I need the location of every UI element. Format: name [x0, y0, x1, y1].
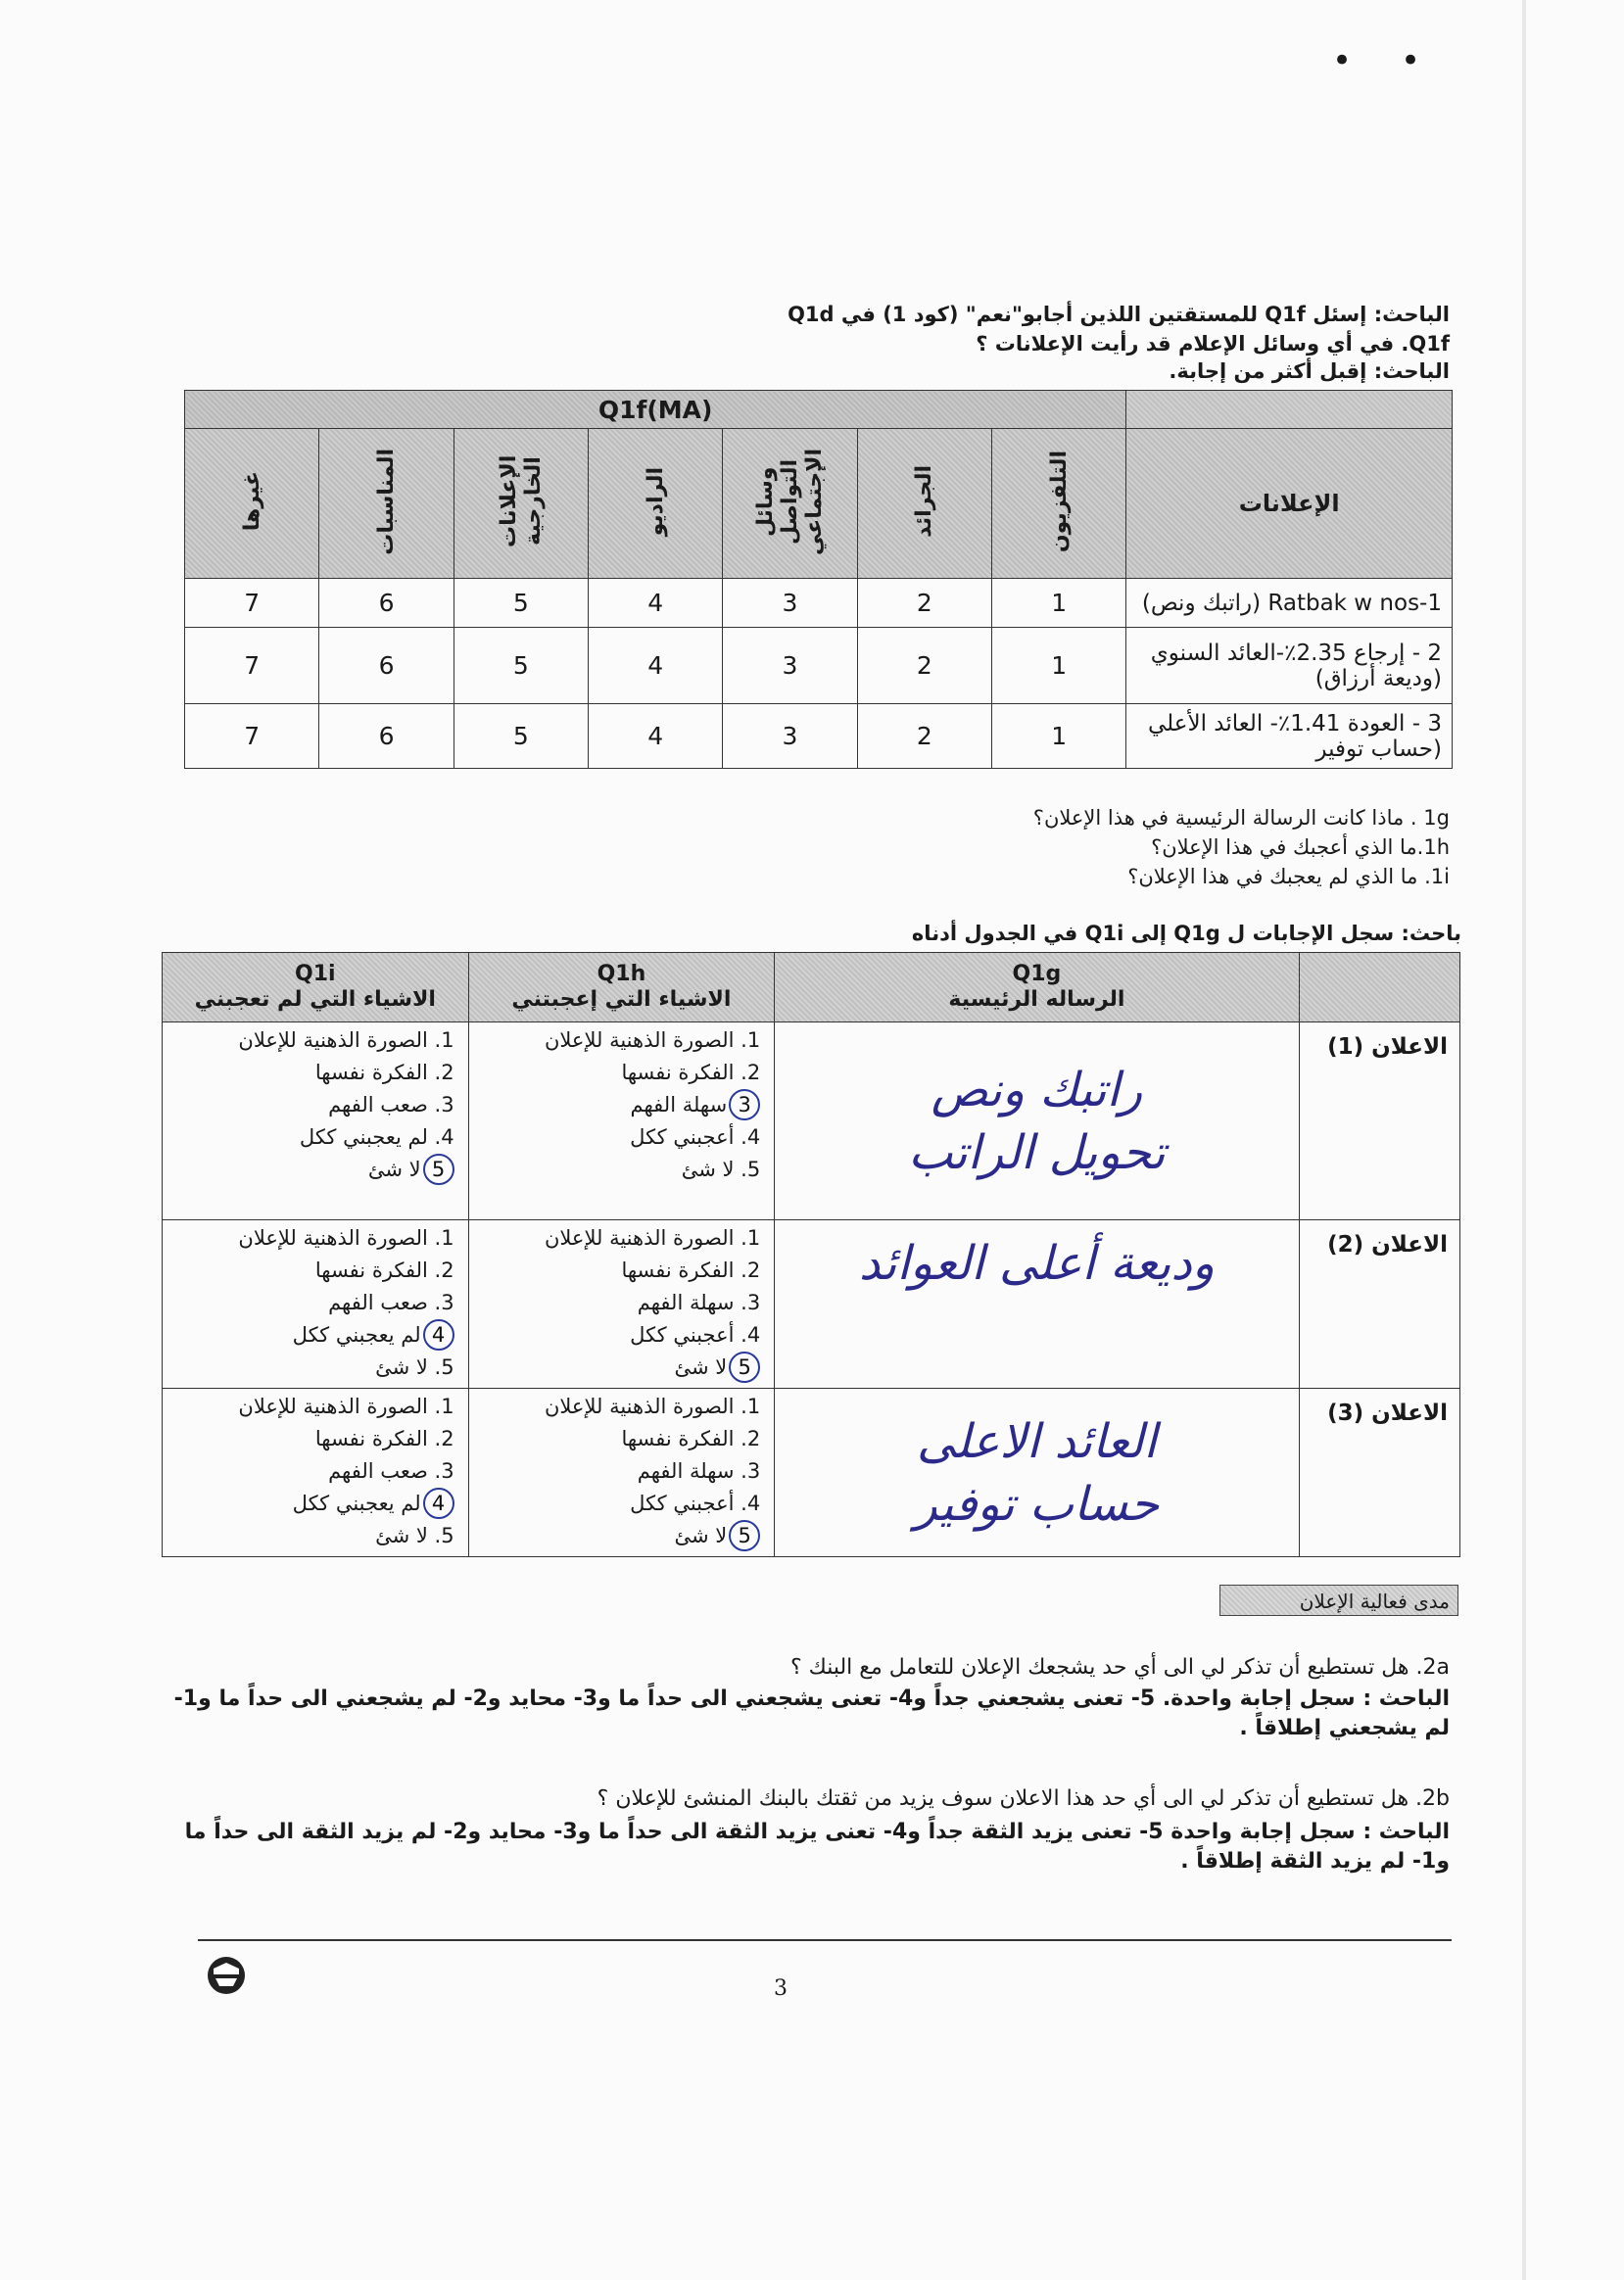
col-other: غيرها — [185, 429, 319, 579]
option-circled[interactable]: 4لم يعجبني ككل — [163, 1488, 454, 1520]
q1i-options — [163, 1022, 469, 1220]
footer-divider — [198, 1939, 1452, 1941]
question-1g: 1g . ماذا كانت الرسالة الرئيسية في هذا الإعلان؟ — [1032, 806, 1450, 830]
row-label: 3 - العودة 1.41٪- العائد الأعلي (حساب توفير — [1126, 704, 1453, 769]
cell-code[interactable]: 7 — [185, 704, 319, 769]
q1i-header: Q1i الاشياء التي لم تعجبني — [163, 953, 469, 1022]
col-radio: الراديو — [589, 429, 723, 579]
q1f-question: Q1f. في أي وسائل الإعلام قد رأيت الإعلانات ؟ — [976, 332, 1450, 356]
q2a-instruction: الباحث : سجل إجابة واحدة. 5- تعنى يشجعني جداً و4- تعنى يشجعني الى حداً ما و3- محايد و2- لم يشجعني الى حداً ما و1- لم يشجعني إطلاقاً . — [173, 1686, 1450, 1740]
cell-code[interactable]: 4 — [589, 628, 723, 704]
cell-code[interactable]: 6 — [319, 704, 454, 769]
table2-instruction: باحث: سجل الإجابات ل Q1g إلى Q1i في الجدول أدناه — [911, 922, 1461, 945]
option[interactable]: 3. صعب الفهم — [328, 1459, 454, 1483]
company-logo-icon — [206, 1955, 247, 1996]
option[interactable]: 2. الفكرة نفسها — [314, 1061, 454, 1084]
table-row — [185, 579, 1453, 628]
option[interactable]: 2. الفكرة نفسها — [314, 1427, 454, 1450]
option[interactable]: 5. لا شئ — [375, 1524, 454, 1547]
option[interactable]: 1. الصورة الذهنية للإعلان — [544, 1028, 761, 1052]
q1f-media-table — [184, 390, 1453, 769]
cell-code[interactable]: 6 — [319, 628, 454, 704]
cell-code[interactable]: 3 — [723, 579, 857, 628]
option[interactable]: 2. الفكرة نفسها — [314, 1259, 454, 1282]
header-spacer — [1126, 391, 1453, 429]
col-newspapers: الجرائد — [857, 429, 991, 579]
handwritten-answer[interactable] — [775, 1022, 1299, 1220]
q1f-ma-header: Q1f(MA) — [185, 391, 1126, 429]
q2b-question: 2b. هل تستطيع أن تذكر لي الى أي حد هذا الاعلان سوف يزيد من ثقتك بالبنك المنشئ للإعلان ؟ — [597, 1786, 1450, 1811]
ad-row — [163, 1389, 1460, 1557]
option[interactable]: 2. الفكرة نفسها — [621, 1061, 761, 1084]
header-spacer — [1299, 953, 1459, 1022]
page-number: 3 — [774, 1976, 788, 2001]
option[interactable]: 1. الصورة الذهنية للإعلان — [238, 1395, 454, 1418]
handwritten-line: راتبك ونص — [931, 1062, 1143, 1117]
cell-code[interactable]: 5 — [454, 628, 588, 704]
option[interactable]: 1. الصورة الذهنية للإعلان — [238, 1226, 454, 1250]
q1g-q1i-table — [162, 952, 1460, 1557]
scan-edge — [1522, 0, 1526, 2280]
cell-code[interactable]: 1 — [992, 628, 1126, 704]
row-label: 2 - إرجاع 2.35٪-العائد السنوي (وديعة أرزاق) — [1126, 628, 1453, 704]
table-row — [185, 704, 1453, 769]
cell-code[interactable]: 6 — [319, 579, 454, 628]
q1f-note: الباحث: إقبل أكثر من إجابة. — [1169, 359, 1450, 383]
option[interactable]: 4. أعجبني ككل — [630, 1492, 761, 1515]
corner-marks: •• — [1332, 41, 1470, 80]
option[interactable]: 3. سهلة الفهم — [637, 1291, 761, 1314]
q2a-question: 2a. هل تستطيع أن تذكر لي الى أي حد يشجعك الإعلان للتعامل مع البنك ؟ — [789, 1655, 1450, 1680]
option-circled[interactable]: 3سهلة الفهم — [469, 1089, 761, 1121]
q1h-options — [468, 1389, 775, 1557]
q1h-options — [468, 1022, 775, 1220]
option[interactable]: 3. صعب الفهم — [328, 1291, 454, 1314]
cell-code[interactable]: 3 — [723, 628, 857, 704]
handwritten-line: حساب توفير — [914, 1476, 1160, 1532]
section-tag: مدى فعالية الإعلان — [1219, 1585, 1458, 1616]
handwritten-line: تحويل الراتب — [908, 1124, 1166, 1180]
option[interactable]: 1. الصورة الذهنية للإعلان — [544, 1226, 761, 1250]
col-outdoor: الإعلانات الخارجية — [454, 429, 588, 579]
cell-code[interactable]: 5 — [454, 704, 588, 769]
ad-row — [163, 1220, 1460, 1389]
ad-label: الاعلان (1) — [1299, 1022, 1459, 1220]
question-1h: 1h.ما الذي أعجبك في هذا الإعلان؟ — [1151, 835, 1450, 859]
handwritten-answer[interactable] — [775, 1389, 1299, 1557]
cell-code[interactable]: 2 — [857, 704, 991, 769]
q1g-header: Q1g الرساله الرئيسية — [775, 953, 1299, 1022]
row-label: Ratbak w nos-1 (راتبك ونص) — [1126, 579, 1453, 628]
table-row — [185, 628, 1453, 704]
option[interactable]: 3. سهلة الفهم — [637, 1459, 761, 1483]
q2b-instruction: الباحث : سجل إجابة واحدة 5- تعنى يزيد الثقة جداً و4- تعنى يزيد الثقة الى حداً ما و3- محايد و2- لم يزيد الثقة الى حداً ما و1- لم يزيد الثقة إطلاقاً . — [184, 1820, 1450, 1874]
option[interactable]: 2. الفكرة نفسها — [621, 1427, 761, 1450]
option[interactable]: 4. لم يعجبني ككل — [299, 1125, 454, 1149]
cell-code[interactable]: 1 — [992, 704, 1126, 769]
handwritten-line: وديعة أعلى العوائد — [858, 1236, 1215, 1291]
ad-label: الاعلان (2) — [1299, 1220, 1459, 1389]
option-circled[interactable]: 5لا شئ — [163, 1154, 454, 1186]
cell-code[interactable]: 4 — [589, 579, 723, 628]
cell-code[interactable]: 3 — [723, 704, 857, 769]
option[interactable]: 4. أعجبني ككل — [630, 1125, 761, 1149]
option-circled[interactable]: 5لا شئ — [469, 1352, 761, 1384]
cell-code[interactable]: 7 — [185, 579, 319, 628]
cell-code[interactable]: 4 — [589, 704, 723, 769]
q1i-options — [163, 1389, 469, 1557]
q1h-header: Q1h الاشياء التي إعجبتني — [468, 953, 775, 1022]
option-circled[interactable]: 4لم يعجبني ككل — [163, 1319, 454, 1352]
option[interactable]: 1. الصورة الذهنية للإعلان — [238, 1028, 454, 1052]
option[interactable]: 1. الصورة الذهنية للإعلان — [544, 1395, 761, 1418]
ad-row — [163, 1022, 1460, 1220]
option[interactable]: 4. أعجبني ككل — [630, 1323, 761, 1347]
col-tv: التلفزيون — [992, 429, 1126, 579]
option[interactable]: 3. صعب الفهم — [328, 1093, 454, 1116]
col-events: المناسبات — [319, 429, 454, 579]
q1f-instruction: الباحث: إسئل Q1f للمستقتين اللذين أجابو"نعم" (كود 1) في Q1d — [788, 303, 1450, 326]
option[interactable]: 2. الفكرة نفسها — [621, 1259, 761, 1282]
col-social-media: وسائل التواصل الإجتماعي — [723, 429, 857, 579]
cell-code[interactable]: 2 — [857, 579, 991, 628]
cell-code[interactable]: 7 — [185, 628, 319, 704]
cell-code[interactable]: 1 — [992, 579, 1126, 628]
option-circled[interactable]: 5لا شئ — [469, 1520, 761, 1552]
handwritten-answer[interactable] — [775, 1220, 1299, 1389]
question-1i: 1i. ما الذي لم يعجبك في هذا الإعلان؟ — [1127, 865, 1450, 888]
handwritten-line: العائد الاعلى — [917, 1413, 1157, 1469]
cell-code[interactable]: 5 — [454, 579, 588, 628]
ad-label: الاعلان (3) — [1299, 1389, 1459, 1557]
ads-column-header: الإعلانات — [1126, 429, 1453, 579]
cell-code[interactable]: 2 — [857, 628, 991, 704]
option[interactable]: 5. لا شئ — [375, 1355, 454, 1379]
q1h-options — [468, 1220, 775, 1389]
option[interactable]: 5. لا شئ — [681, 1158, 761, 1181]
q1i-options — [163, 1220, 469, 1389]
